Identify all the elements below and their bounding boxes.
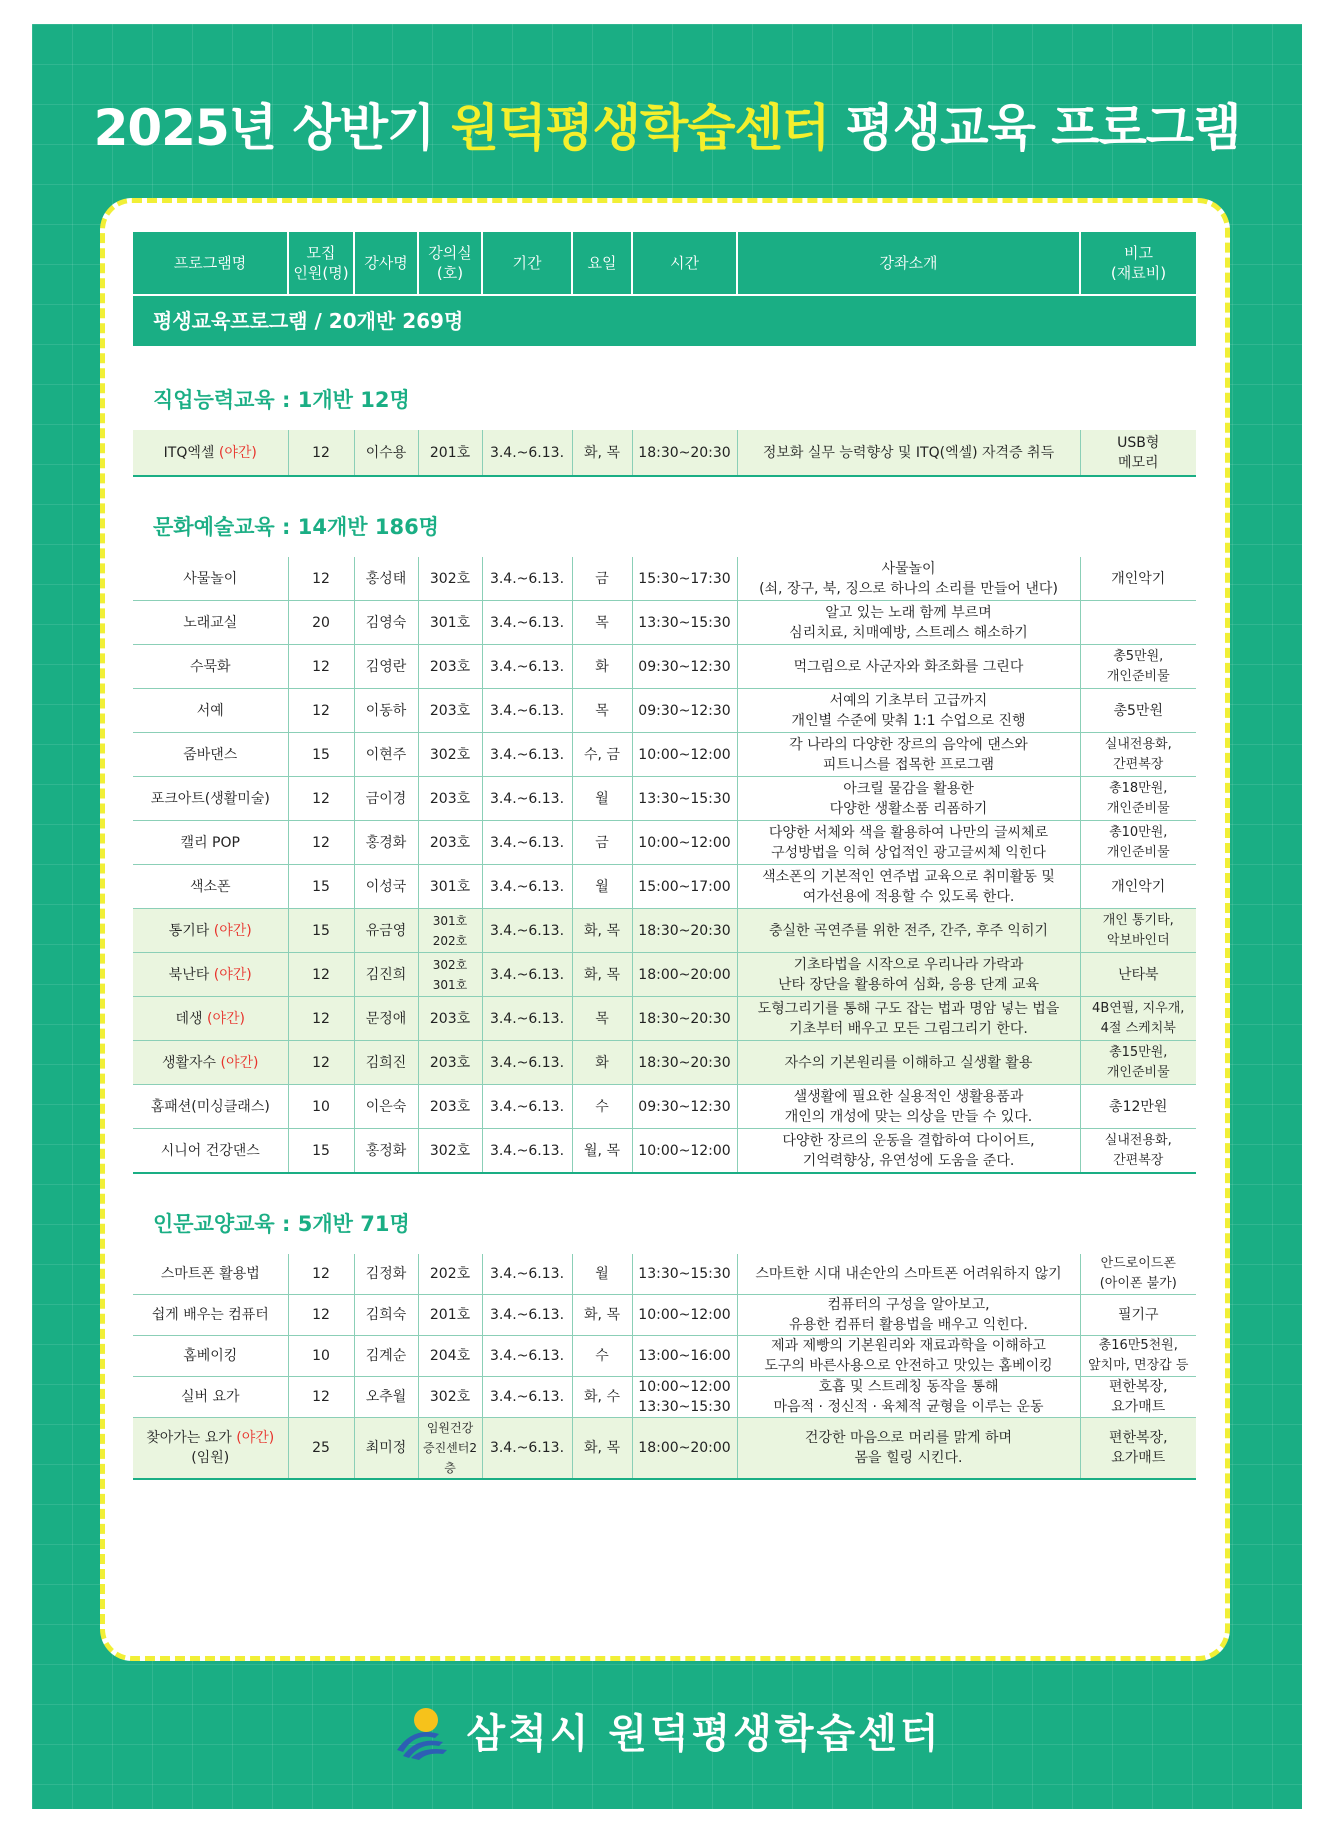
capacity: 12 xyxy=(288,645,354,689)
program-row xyxy=(133,909,1196,953)
note: 난타북 xyxy=(1080,953,1196,997)
intro: 아크릴 물감을 활용한 다양한 생활소품 리폼하기 xyxy=(737,777,1080,821)
header-row xyxy=(133,232,1196,294)
program-table-area xyxy=(133,232,1196,1480)
intro: 서예의 기초부터 고급까지 개인별 수준에 맞춰 1:1 수업으로 진행 xyxy=(737,689,1080,733)
day: 화, 목 xyxy=(572,430,632,476)
period: 3.4.~6.13. xyxy=(482,865,572,909)
note: 편한복장, 요가매트 xyxy=(1080,1418,1196,1480)
period: 3.4.~6.13. xyxy=(482,821,572,865)
time: 15:00~17:00 xyxy=(632,865,737,909)
period: 3.4.~6.13. xyxy=(482,557,572,601)
period: 3.4.~6.13. xyxy=(482,1418,572,1480)
time: 18:30~20:30 xyxy=(632,997,737,1041)
program-name: ITQ엑셀 (야간) xyxy=(133,430,288,476)
program-name: 찾아가는 요가 (야간) (임원) xyxy=(133,1418,288,1480)
time: 10:00~12:00 xyxy=(632,821,737,865)
time: 13:30~15:30 xyxy=(632,777,737,821)
period: 3.4.~6.13. xyxy=(482,1041,572,1085)
room: 203호 xyxy=(418,1041,482,1085)
time: 09:30~12:30 xyxy=(632,645,737,689)
day: 화, 목 xyxy=(572,1295,632,1336)
room: 203호 xyxy=(418,997,482,1041)
note: 개인악기 xyxy=(1080,865,1196,909)
note: 총10만원, 개인준비물 xyxy=(1080,821,1196,865)
program-name: 캘리 POP xyxy=(133,821,288,865)
time: 10:00~12:00 13:30~15:30 xyxy=(632,1377,737,1418)
day: 화, 목 xyxy=(572,1418,632,1480)
period: 3.4.~6.13. xyxy=(482,997,572,1041)
day: 화 xyxy=(572,1041,632,1085)
room: 204호 xyxy=(418,1336,482,1377)
intro: 자수의 기본원리를 이해하고 실생활 활용 xyxy=(737,1041,1080,1085)
program-name: 수묵화 xyxy=(133,645,288,689)
time: 13:30~15:30 xyxy=(632,601,737,645)
time: 18:00~20:00 xyxy=(632,953,737,997)
note: 총5만원 xyxy=(1080,689,1196,733)
room: 302호 xyxy=(418,1129,482,1174)
capacity: 20 xyxy=(288,601,354,645)
header-day: 요일 xyxy=(572,232,632,294)
intro: 먹그림으로 사군자와 화조화를 그린다 xyxy=(737,645,1080,689)
capacity: 12 xyxy=(288,689,354,733)
teacher-name: 홍정화 xyxy=(354,1129,418,1174)
section-table xyxy=(133,557,1196,1174)
program-name: 사물놀이 xyxy=(133,557,288,601)
intro: 각 나라의 다양한 장르의 음악에 댄스와 피트니스를 접목한 프로그램 xyxy=(737,733,1080,777)
sun-wave-logo-icon xyxy=(393,1700,453,1760)
period: 3.4.~6.13. xyxy=(482,777,572,821)
program-name: 북난타 (야간) xyxy=(133,953,288,997)
teacher-name: 홍성태 xyxy=(354,557,418,601)
day: 목 xyxy=(572,997,632,1041)
time: 13:00~16:00 xyxy=(632,1336,737,1377)
intro: 기초타법을 시작으로 우리나라 가락과 난타 장단을 활용하여 심화, 응용 단계 교육 xyxy=(737,953,1080,997)
note: USB형 메모리 xyxy=(1080,430,1196,476)
footer-org-name: 삼척시 원덕평생학습센터 xyxy=(466,1710,942,1757)
period: 3.4.~6.13. xyxy=(482,733,572,777)
note: 총5만원, 개인준비물 xyxy=(1080,645,1196,689)
capacity: 12 xyxy=(288,777,354,821)
header-note: 비고 (재료비) xyxy=(1080,232,1196,294)
evening-tag: (야간) xyxy=(213,922,252,939)
intro: 스마트한 시대 내손안의 스마트폰 어려워하지 않기 xyxy=(737,1254,1080,1295)
section-title: 문화예술교육 : 14개반 186명 xyxy=(153,515,439,539)
teacher-name: 홍경화 xyxy=(354,821,418,865)
capacity: 12 xyxy=(288,1041,354,1085)
note: 총15만원, 개인준비물 xyxy=(1080,1041,1196,1085)
teacher-name: 이동하 xyxy=(354,689,418,733)
program-row xyxy=(133,1336,1196,1377)
capacity: 25 xyxy=(288,1418,354,1480)
program-row xyxy=(133,1377,1196,1418)
intro: 색소폰의 기본적인 연주법 교육으로 취미활동 및 여가선용에 적용할 수 있도록 한다. xyxy=(737,865,1080,909)
teacher-name: 오추월 xyxy=(354,1377,418,1418)
evening-tag: (야간) xyxy=(213,966,252,983)
program-name: 생활자수 (야간) xyxy=(133,1041,288,1085)
title-prefix: 2025년 상반기 xyxy=(93,99,451,157)
program-row xyxy=(133,953,1196,997)
room: 203호 xyxy=(418,777,482,821)
note: 4B연필, 지우개, 4절 스케치북 xyxy=(1080,997,1196,1041)
note: 총18만원, 개인준비물 xyxy=(1080,777,1196,821)
time: 18:30~20:30 xyxy=(632,1041,737,1085)
period: 3.4.~6.13. xyxy=(482,1129,572,1174)
note: 실내전용화, 간편복장 xyxy=(1080,1129,1196,1174)
day: 화 xyxy=(572,645,632,689)
room: 201호 xyxy=(418,1295,482,1336)
capacity: 12 xyxy=(288,953,354,997)
program-row xyxy=(133,865,1196,909)
period: 3.4.~6.13. xyxy=(482,953,572,997)
day: 수, 금 xyxy=(572,733,632,777)
intro: 사물놀이 (쇠, 장구, 북, 징으로 하나의 소리를 만들어 낸다) xyxy=(737,557,1080,601)
header-program-name: 프로그램명 xyxy=(133,232,288,294)
header-capacity: 모집 인원(명) xyxy=(288,232,354,294)
header-period: 기간 xyxy=(482,232,572,294)
intro: 건강한 마음으로 머리를 맑게 하며 몸을 힐링 시킨다. xyxy=(737,1418,1080,1480)
capacity: 10 xyxy=(288,1336,354,1377)
day: 목 xyxy=(572,601,632,645)
capacity: 10 xyxy=(288,1085,354,1129)
day: 수 xyxy=(572,1085,632,1129)
program-row xyxy=(133,645,1196,689)
day: 금 xyxy=(572,557,632,601)
note: 편한복장, 요가매트 xyxy=(1080,1377,1196,1418)
time: 10:00~12:00 xyxy=(632,1295,737,1336)
room: 302호 301호 xyxy=(418,953,482,997)
capacity: 12 xyxy=(288,821,354,865)
program-name: 실버 요가 xyxy=(133,1377,288,1418)
capacity: 12 xyxy=(288,430,354,476)
time: 15:30~17:30 xyxy=(632,557,737,601)
time: 18:30~20:30 xyxy=(632,909,737,953)
program-name: 홈베이킹 xyxy=(133,1336,288,1377)
program-name: 색소폰 xyxy=(133,865,288,909)
intro: 호흡 및 스트레칭 동작을 통해 마음적 · 정신적 · 육체적 균형을 이루는 운동 xyxy=(737,1377,1080,1418)
note: 안드로이드폰 (아이폰 불가) xyxy=(1080,1254,1196,1295)
day: 화, 수 xyxy=(572,1377,632,1418)
note: 개인 통기타, 악보바인더 xyxy=(1080,909,1196,953)
program-row xyxy=(133,430,1196,476)
table-header xyxy=(133,232,1196,294)
note: 총12만원 xyxy=(1080,1085,1196,1129)
title-suffix: 평생교육 프로그램 xyxy=(829,99,1241,157)
header-room: 강의실 (호) xyxy=(418,232,482,294)
intro: 다양한 장르의 운동을 결합하여 다이어트, 기억력향상, 유연성에 도움을 준다. xyxy=(737,1129,1080,1174)
period: 3.4.~6.13. xyxy=(482,430,572,476)
intro: 다양한 서체와 색을 활용하여 나만의 글씨체로 구성방법을 익혀 상업적인 광고글씨체 익힌다 xyxy=(737,821,1080,865)
teacher-name: 문정애 xyxy=(354,997,418,1041)
room: 임원건강 증진센터2층 xyxy=(418,1418,482,1480)
program-name: 노래교실 xyxy=(133,601,288,645)
intro: 도형그리기를 통해 구도 잡는 법과 명암 넣는 법을 기초부터 배우고 모든 그림그리기 한다. xyxy=(737,997,1080,1041)
teacher-name: 이수용 xyxy=(354,430,418,476)
note: 실내전용화, 간편복장 xyxy=(1080,733,1196,777)
period: 3.4.~6.13. xyxy=(482,1377,572,1418)
program-name: 시니어 건강댄스 xyxy=(133,1129,288,1174)
section-table xyxy=(133,430,1196,477)
header-time: 시간 xyxy=(632,232,737,294)
footer xyxy=(0,1700,1334,1760)
program-row xyxy=(133,777,1196,821)
total-summary: 평생교육프로그램 / 20개반 269명 xyxy=(133,296,1196,346)
intro: 샐생활에 필요한 실용적인 생활용품과 개인의 개성에 맞는 의상을 만들 수 있다. xyxy=(737,1085,1080,1129)
capacity: 15 xyxy=(288,865,354,909)
intro: 알고 있는 노래 함께 부르며 심리치료, 치매예방, 스트레스 해소하기 xyxy=(737,601,1080,645)
time: 18:30~20:30 xyxy=(632,430,737,476)
program-row xyxy=(133,1254,1196,1295)
room: 201호 xyxy=(418,430,482,476)
page-title xyxy=(0,88,1334,160)
header-teacher: 강사명 xyxy=(354,232,418,294)
period: 3.4.~6.13. xyxy=(482,645,572,689)
room: 302호 xyxy=(418,733,482,777)
room: 302호 xyxy=(418,1377,482,1418)
program-name: 줌바댄스 xyxy=(133,733,288,777)
program-row xyxy=(133,821,1196,865)
day: 금 xyxy=(572,821,632,865)
section-title: 인문교양교육 : 5개반 71명 xyxy=(153,1212,410,1236)
program-row xyxy=(133,557,1196,601)
time: 13:30~15:30 xyxy=(632,1254,737,1295)
teacher-name: 이성국 xyxy=(354,865,418,909)
teacher-name: 이은숙 xyxy=(354,1085,418,1129)
capacity: 15 xyxy=(288,733,354,777)
period: 3.4.~6.13. xyxy=(482,1336,572,1377)
time: 10:00~12:00 xyxy=(632,733,737,777)
evening-tag: (야간) xyxy=(207,1010,245,1027)
teacher-name: 김계순 xyxy=(354,1336,418,1377)
room: 203호 xyxy=(418,821,482,865)
teacher-name: 김정화 xyxy=(354,1254,418,1295)
program-name: 포크아트(생활미술) xyxy=(133,777,288,821)
intro: 정보화 실무 능력향상 및 ITQ(엑셀) 자격증 취득 xyxy=(737,430,1080,476)
program-name: 데생 (야간) xyxy=(133,997,288,1041)
program-row xyxy=(133,733,1196,777)
capacity: 15 xyxy=(288,1129,354,1174)
header-intro: 강좌소개 xyxy=(737,232,1080,294)
evening-tag: (야간) xyxy=(220,1054,259,1071)
capacity: 12 xyxy=(288,1377,354,1418)
note: 필기구 xyxy=(1080,1295,1196,1336)
program-name: 서예 xyxy=(133,689,288,733)
room: 203호 xyxy=(418,1085,482,1129)
section-title: 직업능력교육 : 1개반 12명 xyxy=(153,388,410,412)
room: 301호 xyxy=(418,865,482,909)
period: 3.4.~6.13. xyxy=(482,1254,572,1295)
title-highlight: 원덕평생학습센터 xyxy=(450,99,830,157)
note: 개인악기 xyxy=(1080,557,1196,601)
program-name: 스마트폰 활용법 xyxy=(133,1254,288,1295)
teacher-name: 김진희 xyxy=(354,953,418,997)
program-row xyxy=(133,1085,1196,1129)
program-name: 쉽게 배우는 컴퓨터 xyxy=(133,1295,288,1336)
time: 09:30~12:30 xyxy=(632,1085,737,1129)
room: 302호 xyxy=(418,557,482,601)
sections-container xyxy=(133,370,1196,1480)
program-row xyxy=(133,1129,1196,1174)
time: 10:00~12:00 xyxy=(632,1129,737,1174)
program-row xyxy=(133,1418,1196,1480)
capacity: 12 xyxy=(288,557,354,601)
room: 202호 xyxy=(418,1254,482,1295)
teacher-name: 김영숙 xyxy=(354,601,418,645)
capacity: 15 xyxy=(288,909,354,953)
capacity: 12 xyxy=(288,997,354,1041)
teacher-name: 최미정 xyxy=(354,1418,418,1480)
day: 월 xyxy=(572,865,632,909)
period: 3.4.~6.13. xyxy=(482,909,572,953)
day: 수 xyxy=(572,1336,632,1377)
evening-tag: (야간) xyxy=(236,1430,275,1446)
room: 203호 xyxy=(418,689,482,733)
day: 화, 목 xyxy=(572,909,632,953)
program-row xyxy=(133,601,1196,645)
program-row xyxy=(133,997,1196,1041)
intro: 충실한 곡연주를 위한 전주, 간주, 후주 익히기 xyxy=(737,909,1080,953)
teacher-name: 김희숙 xyxy=(354,1295,418,1336)
capacity: 12 xyxy=(288,1254,354,1295)
period: 3.4.~6.13. xyxy=(482,689,572,733)
room: 301호 202호 xyxy=(418,909,482,953)
note xyxy=(1080,601,1196,645)
day: 월 xyxy=(572,1254,632,1295)
period: 3.4.~6.13. xyxy=(482,601,572,645)
program-row xyxy=(133,689,1196,733)
section-table xyxy=(133,1254,1196,1480)
program-row xyxy=(133,1295,1196,1336)
teacher-name: 이현주 xyxy=(354,733,418,777)
program-name: 통기타 (야간) xyxy=(133,909,288,953)
program-row xyxy=(133,1041,1196,1085)
program-name: 홈패션(미싱클래스) xyxy=(133,1085,288,1129)
day: 화, 목 xyxy=(572,953,632,997)
room: 301호 xyxy=(418,601,482,645)
capacity: 12 xyxy=(288,1295,354,1336)
intro: 제과 제빵의 기본원리와 재료과학을 이해하고 도구의 바른사용으로 안전하고 맛있는 홈베이킹 xyxy=(737,1336,1080,1377)
evening-tag: (야간) xyxy=(218,444,257,461)
day: 목 xyxy=(572,689,632,733)
intro: 컴퓨터의 구성을 알아보고, 유용한 컴퓨터 활용법을 배우고 익힌다. xyxy=(737,1295,1080,1336)
teacher-name: 김영란 xyxy=(354,645,418,689)
teacher-name: 금이경 xyxy=(354,777,418,821)
time: 09:30~12:30 xyxy=(632,689,737,733)
period: 3.4.~6.13. xyxy=(482,1295,572,1336)
time: 18:00~20:00 xyxy=(632,1418,737,1480)
note: 총16만5천원, 앞치마, 면장갑 등 xyxy=(1080,1336,1196,1377)
period: 3.4.~6.13. xyxy=(482,1085,572,1129)
day: 월 xyxy=(572,777,632,821)
teacher-name: 김희진 xyxy=(354,1041,418,1085)
day: 월, 목 xyxy=(572,1129,632,1174)
room: 203호 xyxy=(418,645,482,689)
teacher-name: 유금영 xyxy=(354,909,418,953)
